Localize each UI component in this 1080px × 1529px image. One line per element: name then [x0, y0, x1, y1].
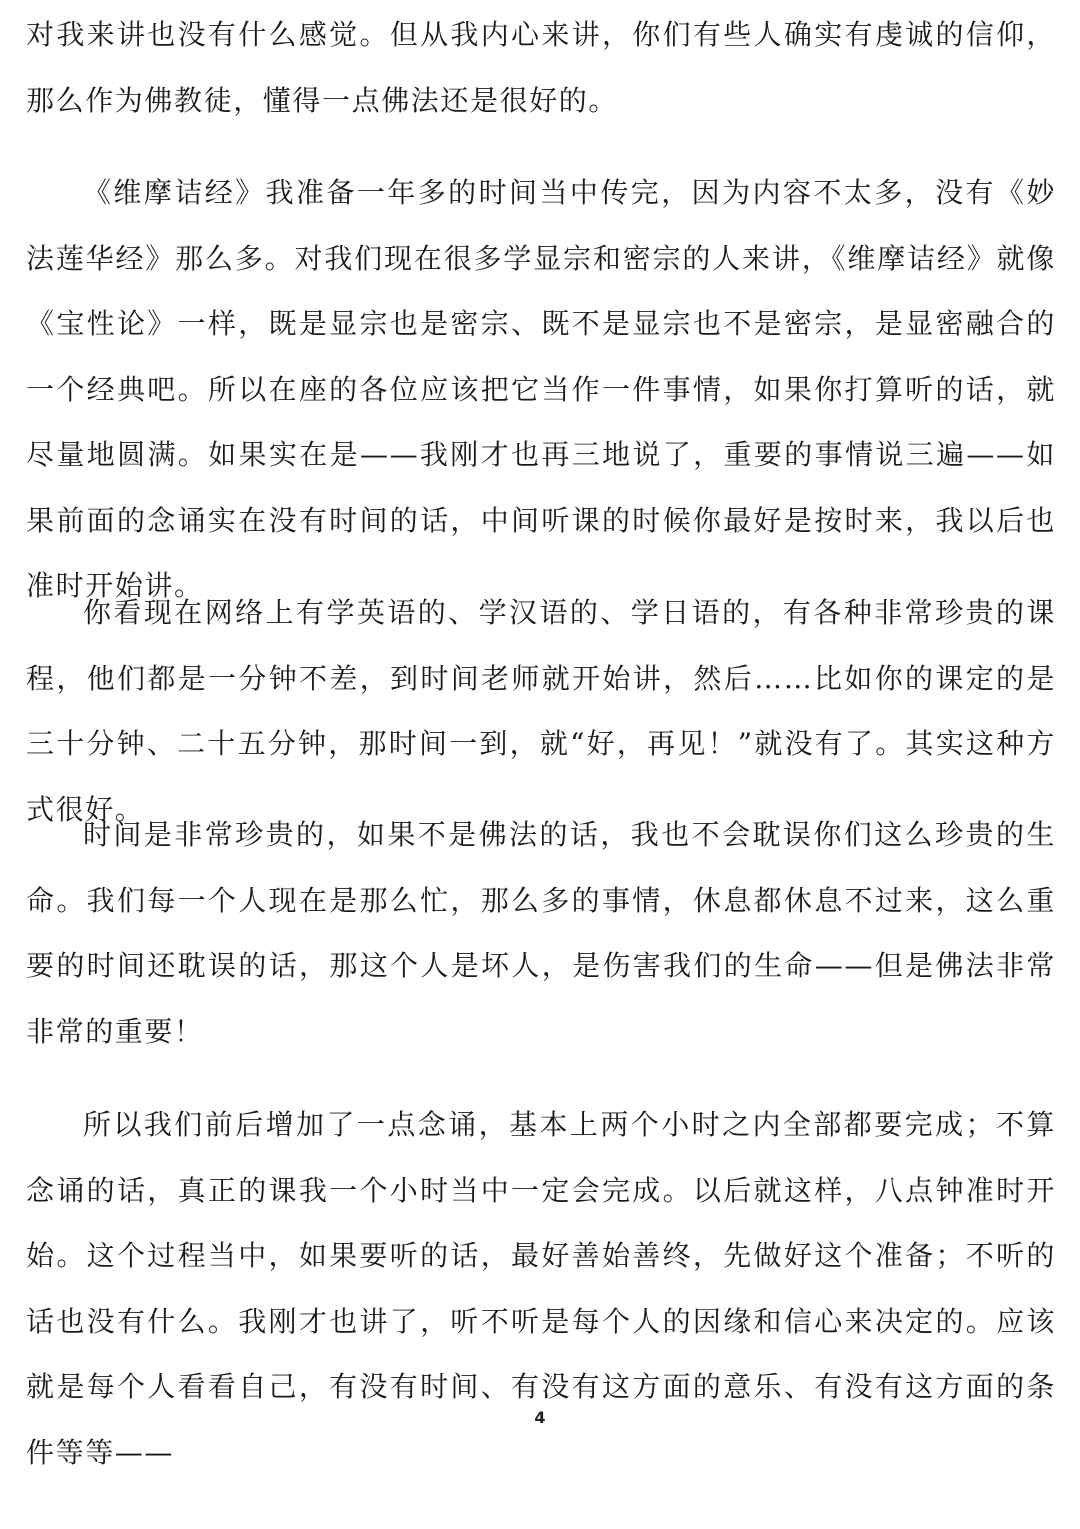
paragraph-2: 《维摩诘经》我准备一年多的时间当中传完，因为内容不太多，没有《妙法莲华经》那么多。对我们现在很多学显宗和密宗的人来讲，《维摩诘经》就像《宝性论》一样，既是显宗也是密宗、既不是显宗也不是密宗，是显密融合的一个经典吧。所以在座的各位应该把它当作一件事情，如果你打算听的话，就尽量地圆满。如果实在是——我刚才也再三地说了，重要的事情说三遍——如果前面的念诵实在没有时间的话，中间听课的时候你最好是按时来，我以后也准时开始讲。	[26, 176, 1056, 602]
page-number: 4	[534, 1408, 546, 1427]
paragraph-1: 对我来讲也没有什么感觉。但从我内心来讲，你们有些人确实有虔诚的信仰，那么作为佛教徒，懂得一点佛法还是很好的。	[26, 18, 1056, 117]
paragraph-3: 你看现在网络上有学英语的、学汉语的、学日语的，有各种非常珍贵的课程，他们都是一分钟不差，到时间老师就开始讲，然后……比如你的课定的是三十分钟、二十五分钟，那时间一到，就“好，再见！”就没有了。其实这种方式很好。	[26, 596, 1056, 826]
paragraph-4: 时间是非常珍贵的，如果不是佛法的话，我也不会耽误你们这么珍贵的生命。我们每一个人现在是那么忙，那么多的事情，休息都休息不过来，这么重要的时间还耽误的话，那这个人是坏人，是伤害我们的生命——但是佛法非常非常的重要！	[26, 818, 1056, 1048]
paragraph-5: 所以我们前后增加了一点念诵，基本上两个小时之内全部都要完成；不算念诵的话，真正的课我一个小时当中一定会完成。以后就这样，八点钟准时开始。这个过程当中，如果要听的话，最好善始善终，先做好这个准备；不听的话也没有什么。我刚才也讲了，听不听是每个人的因缘和信心来决定的。应该就是每个人看看自己，有没有时间、有没有这方面的意乐、有没有这方面的条件等等——	[26, 1108, 1056, 1469]
